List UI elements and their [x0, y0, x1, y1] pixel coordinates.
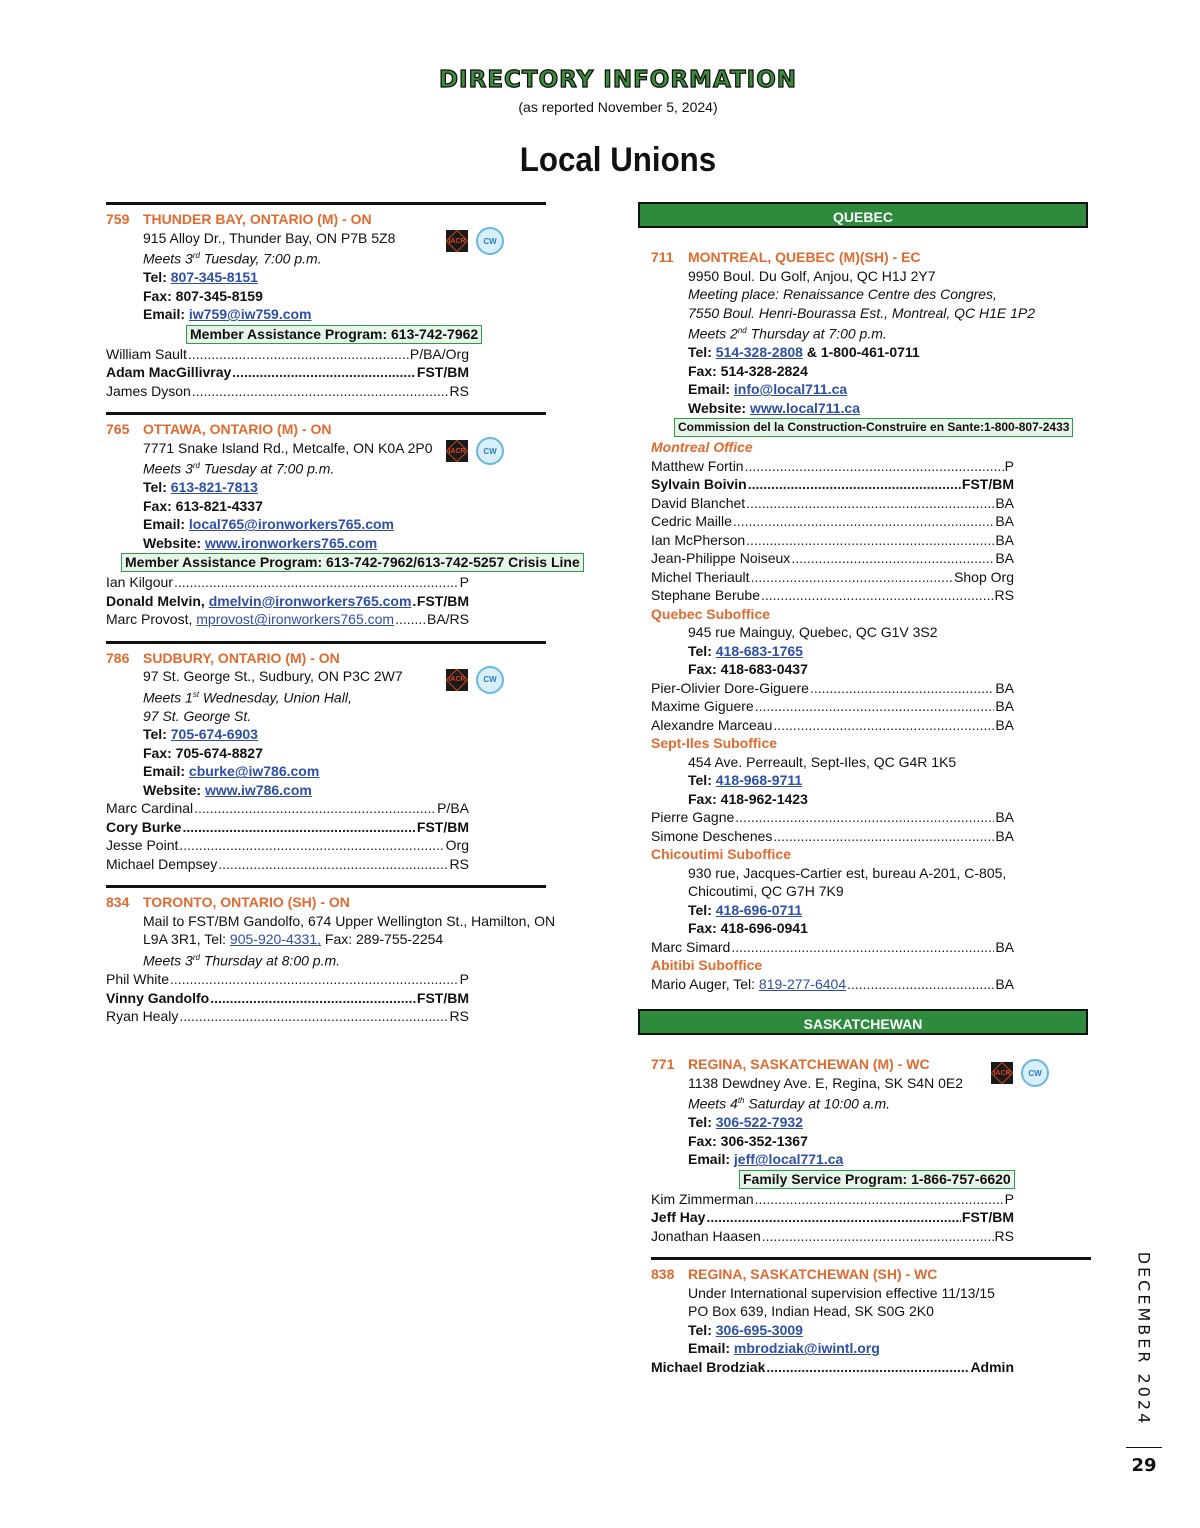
fax: Fax: 807-345-8159 — [143, 287, 263, 304]
right-column — [651, 202, 1091, 1388]
suboffice-heading: Abitibi Suboffice — [651, 957, 763, 974]
iacr-logo-icon: IACR — [446, 669, 468, 691]
suboffice-heading: Chicoutimi Suboffice — [651, 846, 791, 863]
officer-row: Kim Zimmerman ..... P — [651, 1190, 1014, 1209]
meeting-time: Meets 1st Wednesday, Union Hall, — [143, 689, 352, 706]
officer-row: Alexandre Marceau ..... BA — [651, 716, 1014, 735]
officer-row: Adam MacGillivray ..... FST/BM — [106, 363, 469, 382]
officer-row: Vinny Gandolfo ..... FST/BM — [106, 989, 469, 1008]
email: Email: mbrodziak@iwintl.org — [688, 1340, 880, 1357]
website-link[interactable]: www.iw786.com — [204, 781, 312, 798]
office-heading: Montreal Office — [651, 439, 753, 456]
website: Website: www.local711.ca — [688, 399, 860, 416]
meeting-place: 97 St. George St. — [143, 707, 252, 724]
report-date: (as reported November 5, 2024) — [518, 99, 718, 115]
fax: Fax: 418-962-1423 — [688, 790, 808, 807]
local-786 — [106, 641, 546, 874]
issue-month: DECEMBER 2024 — [1134, 1251, 1154, 1427]
email-link[interactable]: local765@ironworkers765.com — [188, 516, 394, 533]
officer-row: Maxime Giguere ..... BA — [651, 697, 1014, 716]
phone: Tel: 306-695-3009 — [688, 1321, 803, 1338]
local-711 — [651, 248, 1091, 993]
phone-link[interactable]: 819-277-6404 — [758, 975, 847, 992]
page-title: Local Unions — [519, 141, 717, 179]
iacr-logo-icon: IACR — [446, 440, 468, 462]
officer-row: Jeff Hay ..... FST/BM — [651, 1208, 1014, 1227]
meeting-time: Meets 3rd Tuesday at 7:00 p.m. — [143, 460, 335, 477]
province-banner-quebec: QUEBEC — [638, 202, 1088, 228]
meeting-time: Meets 3rd Thursday at 8:00 p.m. — [143, 952, 341, 969]
supervision-note: Under International supervision effective 11/13/15 — [688, 1284, 995, 1301]
affiliation-logos — [991, 1059, 1049, 1087]
officer-row: Cedric Maille ..... BA — [651, 512, 1014, 531]
email-link[interactable]: mbrodziak@iwintl.org — [733, 1340, 880, 1357]
officer-row: Pier-Olivier Dore-Giguere ..... BA — [651, 679, 1014, 698]
officer-row: David Blanchet ..... BA — [651, 494, 1014, 513]
phone-link[interactable]: 613-821-7813 — [170, 479, 258, 496]
address: 1138 Dewdney Ave. E, Regina, SK S4N 0E2 — [688, 1074, 963, 1091]
local-heading: 838 REGINA, SASKATCHEWAN (SH) - WC — [651, 1266, 938, 1283]
email: Email: local765@ironworkers765.com — [143, 516, 394, 533]
fax: Fax: 306-352-1367 — [688, 1132, 808, 1149]
phone-link[interactable]: 807-345-8151 — [170, 269, 258, 286]
mailing-address: Mail to FST/BM Gandolfo, 674 Upper Wellington St., Hamilton, ON — [143, 912, 556, 929]
cw-logo-icon: CW — [476, 227, 504, 255]
phone: Tel: 613-821-7813 — [143, 479, 258, 496]
address: 945 rue Mainguy, Quebec, QC G1V 3S2 — [688, 624, 938, 641]
phone: Tel: 705-674-6903 — [143, 726, 258, 743]
officer-row: Michel Theriault ..... Shop Org — [651, 568, 1014, 587]
officer-row: Marc Simard ..... BA — [651, 938, 1014, 957]
cw-logo-icon: CW — [476, 437, 504, 465]
officer-row: James Dyson ..... RS — [106, 382, 469, 401]
address: 930 rue, Jacques-Cartier est, bureau A-201, C-805, — [688, 864, 1007, 881]
email-link[interactable]: info@local711.ca — [733, 381, 848, 398]
phone: Tel: 306-522-7932 — [688, 1114, 803, 1131]
local-838 — [651, 1257, 1091, 1376]
officer-row: Stephane Berube ..... RS — [651, 586, 1014, 605]
officer-row: Marc Provost, mprovost@ironworkers765.com ..... BA/RS — [106, 610, 469, 629]
phone-link[interactable]: 705-674-6903 — [170, 726, 258, 743]
local-heading: 765 OTTAWA, ONTARIO (M) - ON — [106, 421, 332, 438]
officer-row: Matthew Fortin ..... P — [651, 457, 1014, 476]
local-759 — [106, 202, 546, 400]
page-number-rule — [1126, 1447, 1162, 1448]
officer-row: Jean-Philippe Noiseux ..... BA — [651, 549, 1014, 568]
website: Website: www.ironworkers765.com — [143, 534, 378, 551]
phone-link[interactable]: 306-695-3009 — [715, 1321, 803, 1338]
officer-row: Marc Cardinal ..... P/BA — [106, 799, 469, 818]
meeting-time: Meets 2nd Thursday at 7:00 p.m. — [688, 325, 887, 342]
phone-link[interactable]: 514-328-2808 — [715, 344, 803, 361]
fax: Fax: 418-683-0437 — [688, 661, 808, 678]
address: 9950 Boul. Du Golf, Anjou, QC H1J 2Y7 — [688, 267, 936, 284]
phone-link[interactable]: 418-696-0711 — [715, 901, 803, 918]
meeting-place-address: 7550 Boul. Henri-Bourassa Est., Montreal, QC H1E 1P2 — [688, 304, 1036, 321]
mailing-address-cont: L9A 3R1, Tel: 905-920-4331, Fax: 289-755-2254 — [143, 931, 444, 948]
email: Email: cburke@iw786.com — [143, 763, 320, 780]
suboffice-heading: Quebec Suboffice — [651, 605, 771, 622]
address: 915 Alloy Dr., Thunder Bay, ON P7B 5Z8 — [143, 229, 396, 246]
local-heading: 759 THUNDER BAY, ONTARIO (M) - ON — [106, 211, 372, 227]
website-link[interactable]: www.ironworkers765.com — [204, 534, 378, 551]
fax: Fax: 514-328-2824 — [688, 362, 808, 379]
phone-link[interactable]: 905-920-4331, — [229, 931, 321, 948]
program-box: Member Assistance Program: 613-742-7962/613-742-5257 Crisis Line — [121, 553, 584, 572]
phone-link[interactable]: 306-522-7932 — [715, 1114, 803, 1131]
fax: Fax: 705-674-8827 — [143, 744, 263, 761]
program-box: Commission del la Construction-Construire en Sante:1-800-807-2433 — [674, 418, 1073, 437]
officer-row: Jesse Point ..... Org — [106, 836, 469, 855]
email: Email: iw759@iw759.com — [143, 306, 312, 323]
program-box: Family Service Program: 1-866-757-6620 — [739, 1170, 1015, 1189]
officer-row: William Sault ..... P/BA/Org — [106, 345, 469, 364]
iacr-logo-icon: IACR — [446, 230, 468, 252]
local-834 — [106, 885, 556, 1025]
affiliation-logos — [446, 666, 504, 694]
meeting-place: Meeting place: Renaissance Centre des Congres, — [688, 286, 997, 302]
address-cont: Chicoutimi, QC G7H 7K9 — [688, 883, 844, 900]
website: Website: www.iw786.com — [143, 781, 312, 798]
officer-row: Cory Burke ..... FST/BM — [106, 818, 469, 837]
officer-row: Phil White ..... P — [106, 970, 469, 989]
officer-row: Ryan Healy ..... RS — [106, 1007, 469, 1026]
phone: Tel: 418-683-1765 — [688, 642, 803, 659]
officer-row: Mario Auger, Tel: 819-277-6404 ..... BA — [651, 975, 1014, 994]
email: Email: jeff@local771.ca — [688, 1151, 844, 1168]
page-header — [0, 66, 1200, 180]
email-link[interactable]: cburke@iw786.com — [188, 763, 320, 780]
cw-logo-icon: CW — [1021, 1059, 1049, 1087]
address: 7771 Snake Island Rd., Metcalfe, ON K0A 2P0 — [143, 439, 433, 456]
officer-row: Michael Brodziak ..... Admin — [651, 1358, 1014, 1377]
meeting-time: Meets 3rd Tuesday, 7:00 p.m. — [143, 250, 322, 267]
cw-logo-icon: CW — [476, 666, 504, 694]
meeting-time: Meets 4th Saturday at 10:00 a.m. — [688, 1095, 891, 1112]
officer-row: Ian Kilgour ..... P — [106, 573, 469, 592]
address: 97 St. George St., Sudbury, ON P3C 2W7 — [143, 668, 403, 685]
affiliation-logos — [446, 437, 504, 465]
province-banner-saskatchewan: SASKATCHEWAN — [638, 1009, 1088, 1035]
phone: Tel: 418-968-9711 — [688, 772, 803, 789]
website-link[interactable]: www.local711.ca — [749, 399, 860, 416]
address: 454 Ave. Perreault, Sept-Iles, QC G4R 1K5 — [688, 753, 957, 770]
program-box: Member Assistance Program: 613-742-7962 — [186, 325, 482, 344]
local-heading: 786 SUDBURY, ONTARIO (M) - ON — [106, 649, 340, 666]
local-771 — [651, 1055, 1091, 1245]
officer-row: Simone Deschenes ..... BA — [651, 827, 1014, 846]
officer-row: Jonathan Haasen ..... RS — [651, 1227, 1014, 1246]
officer-email-link[interactable]: mprovost@ironworkers765.com — [196, 611, 395, 628]
affiliation-logos — [446, 227, 504, 255]
phone-link[interactable]: 418-968-9711 — [715, 772, 803, 789]
page-number: 29 — [1131, 1455, 1157, 1476]
iacr-logo-icon: IACR — [991, 1062, 1013, 1084]
officer-row: Ian McPherson ..... BA — [651, 531, 1014, 550]
phone: Tel: 807-345-8151 — [143, 269, 258, 286]
address: PO Box 639, Indian Head, SK S0G 2K0 — [688, 1303, 934, 1320]
officer-row: Michael Dempsey ..... RS — [106, 855, 469, 874]
fax: Fax: 418-696-0941 — [688, 920, 808, 937]
phone: Tel: 514-328-2808 & 1-800-461-0711 — [688, 344, 920, 361]
directory-title: DIRECTORY INFORMATION — [438, 67, 798, 93]
local-heading: 771 REGINA, SASKATCHEWAN (M) - WC — [651, 1056, 930, 1073]
phone-link[interactable]: 418-683-1765 — [715, 642, 803, 659]
local-heading: 711 MONTREAL, QUEBEC (M)(SH) - EC — [651, 249, 921, 265]
email-link[interactable]: jeff@local771.ca — [733, 1151, 844, 1168]
officer-row: Sylvain Boivin ..... FST/BM — [651, 475, 1014, 494]
left-column — [106, 202, 580, 1038]
suboffice-heading: Sept-Iles Suboffice — [651, 735, 778, 752]
officer-row: Donald Melvin, dmelvin@ironworkers765.com ..... FST/BM — [106, 592, 469, 611]
local-765 — [106, 412, 580, 629]
officer-row: Pierre Gagne ..... BA — [651, 808, 1014, 827]
local-heading: 834 TORONTO, ONTARIO (SH) - ON — [106, 894, 350, 911]
email-link[interactable]: iw759@iw759.com — [188, 306, 312, 323]
phone: Tel: 418-696-0711 — [688, 901, 803, 918]
email: Email: info@local711.ca — [688, 381, 848, 398]
officer-email-link[interactable]: dmelvin@ironworkers765.com — [208, 592, 412, 609]
fax: Fax: 613-821-4337 — [143, 497, 263, 514]
